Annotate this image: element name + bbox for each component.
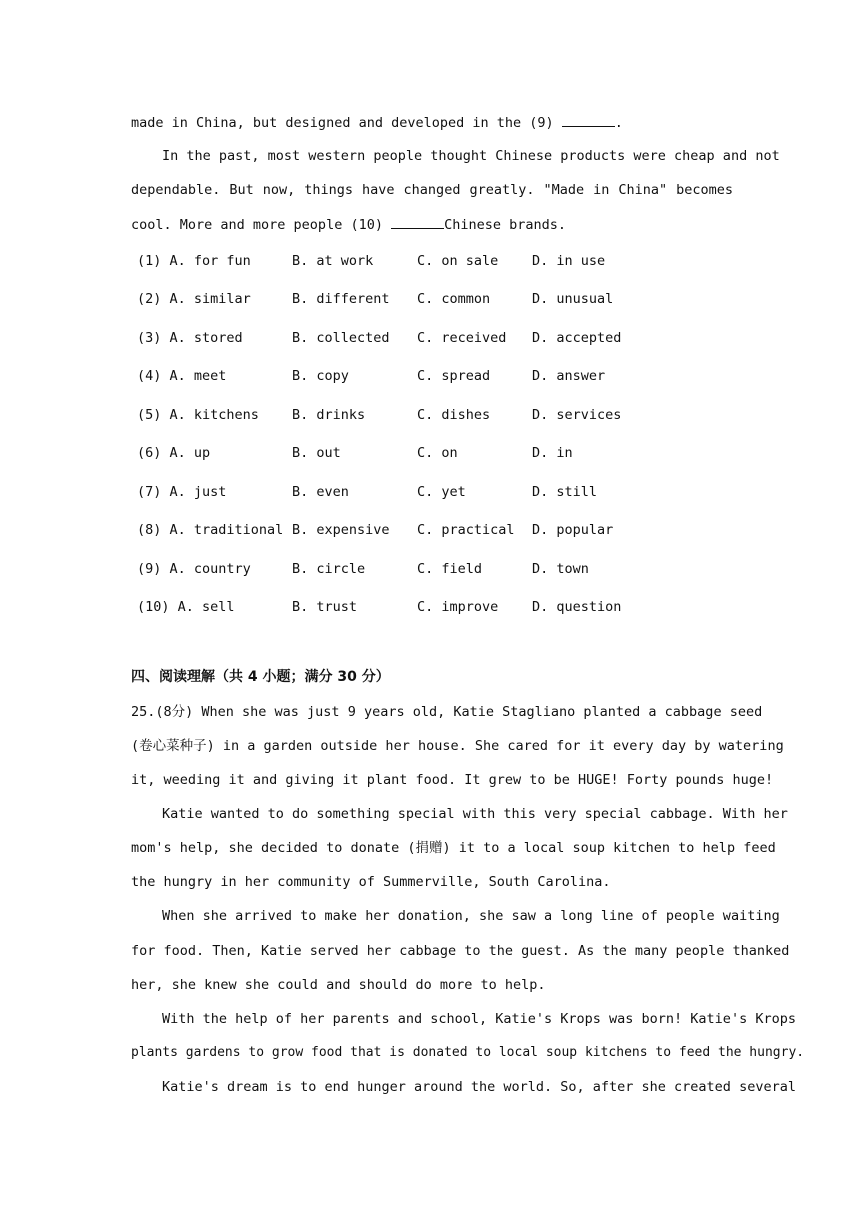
option-b: B. expensive (292, 522, 390, 538)
option-d: D. services (532, 407, 622, 423)
option-a: (3) A. stored (137, 330, 243, 346)
option-a: (9) A. country (137, 561, 251, 577)
option-d: D. in use (532, 253, 606, 269)
option-c: C. received (417, 330, 507, 346)
option-d: D. town (532, 561, 589, 577)
passage1-line4 (131, 214, 733, 235)
option-d: D. accepted (532, 330, 622, 346)
option-d: D. unusual (532, 291, 614, 307)
option-a: (10) A. sell (137, 599, 235, 615)
passage2-line: (卷心菜种子) in a garden outside her house. She cared for it every day by watering (131, 738, 784, 754)
option-row (137, 328, 737, 348)
option-row (137, 520, 737, 540)
passage2-line: When she arrived to make her donation, she saw a long line of people waiting (162, 908, 780, 924)
passage2-line: 25.(8分) When she was just 9 years old, Katie Stagliano planted a cabbage seed (131, 704, 763, 720)
passage2-line: plants gardens to grow food that is donated to local soup kitchens to feed the hungry. (131, 1045, 805, 1060)
option-d: D. in (532, 445, 573, 461)
option-row (137, 405, 737, 425)
section-heading: 四、阅读理解（共 4 小题；满分 30 分） (131, 669, 390, 685)
option-c: C. on (417, 445, 458, 461)
option-row (137, 366, 737, 386)
option-a: (7) A. just (137, 484, 227, 500)
option-c: C. field (417, 561, 483, 577)
passage2-line: Katie wanted to do something special with this very special cabbage. With her (162, 806, 788, 822)
option-row (137, 251, 737, 271)
passage2-line: Katie's dream is to end hunger around the world. So, after she created several (162, 1079, 796, 1095)
option-a: (1) A. for fun (137, 253, 251, 269)
option-a: (2) A. similar (137, 291, 251, 307)
option-b: B. trust (292, 599, 358, 615)
passage1-line4-b: Chinese brands. (444, 217, 567, 233)
option-d: D. still (532, 484, 598, 500)
passage2-line: for food. Then, Katie served her cabbage to the guest. As the many people thanked (131, 943, 790, 959)
option-c: C. common (417, 291, 491, 307)
passage2-line: it, weeding it and giving it plant food. It grew to be HUGE! Forty pounds huge! (131, 772, 774, 788)
blank-10 (391, 214, 444, 229)
option-b: B. collected (292, 330, 390, 346)
option-c: C. dishes (417, 407, 491, 423)
passage1-line3: dependable. But now, things have changed greatly. "Made in China" becomes (131, 182, 733, 198)
passage2-line: the hungry in her community of Summerville, South Carolina. (131, 874, 611, 890)
option-c: C. practical (417, 522, 515, 538)
option-c: C. improve (417, 599, 499, 615)
option-b: B. at work (292, 253, 374, 269)
option-row (137, 482, 737, 502)
passage1-line1-end: . (614, 115, 623, 131)
passage1-line4-a: cool. More and more people (10) (131, 217, 383, 233)
option-b: B. out (292, 445, 341, 461)
option-row (137, 443, 737, 463)
option-d: D. popular (532, 522, 614, 538)
option-row (137, 559, 737, 579)
passage2-line: With the help of her parents and school, Katie's Krops was born! Katie's Krops (162, 1011, 796, 1027)
passage1-line2: In the past, most western people thought Chinese products were cheap and not (162, 148, 780, 164)
passage2-line: mom's help, she decided to donate (捐赠) it to a local soup kitchen to help feed (131, 840, 776, 856)
option-c: C. spread (417, 368, 491, 384)
blank-9 (562, 112, 615, 127)
option-b: B. different (292, 291, 390, 307)
option-b: B. even (292, 484, 349, 500)
option-a: (5) A. kitchens (137, 407, 259, 423)
option-d: D. answer (532, 368, 606, 384)
option-row (137, 597, 737, 617)
passage2-line: her, she knew she could and should do more to help. (131, 977, 546, 993)
option-b: B. circle (292, 561, 366, 577)
option-c: C. on sale (417, 253, 499, 269)
passage1-line1-text: made in China, but designed and developed in the (9) (131, 115, 554, 131)
option-a: (4) A. meet (137, 368, 227, 384)
option-row (137, 289, 737, 309)
option-c: C. yet (417, 484, 466, 500)
passage1-line1 (131, 112, 733, 133)
option-a: (6) A. up (137, 445, 211, 461)
option-b: B. copy (292, 368, 349, 384)
option-d: D. question (532, 599, 622, 615)
option-a: (8) A. traditional (137, 522, 284, 538)
option-b: B. drinks (292, 407, 366, 423)
